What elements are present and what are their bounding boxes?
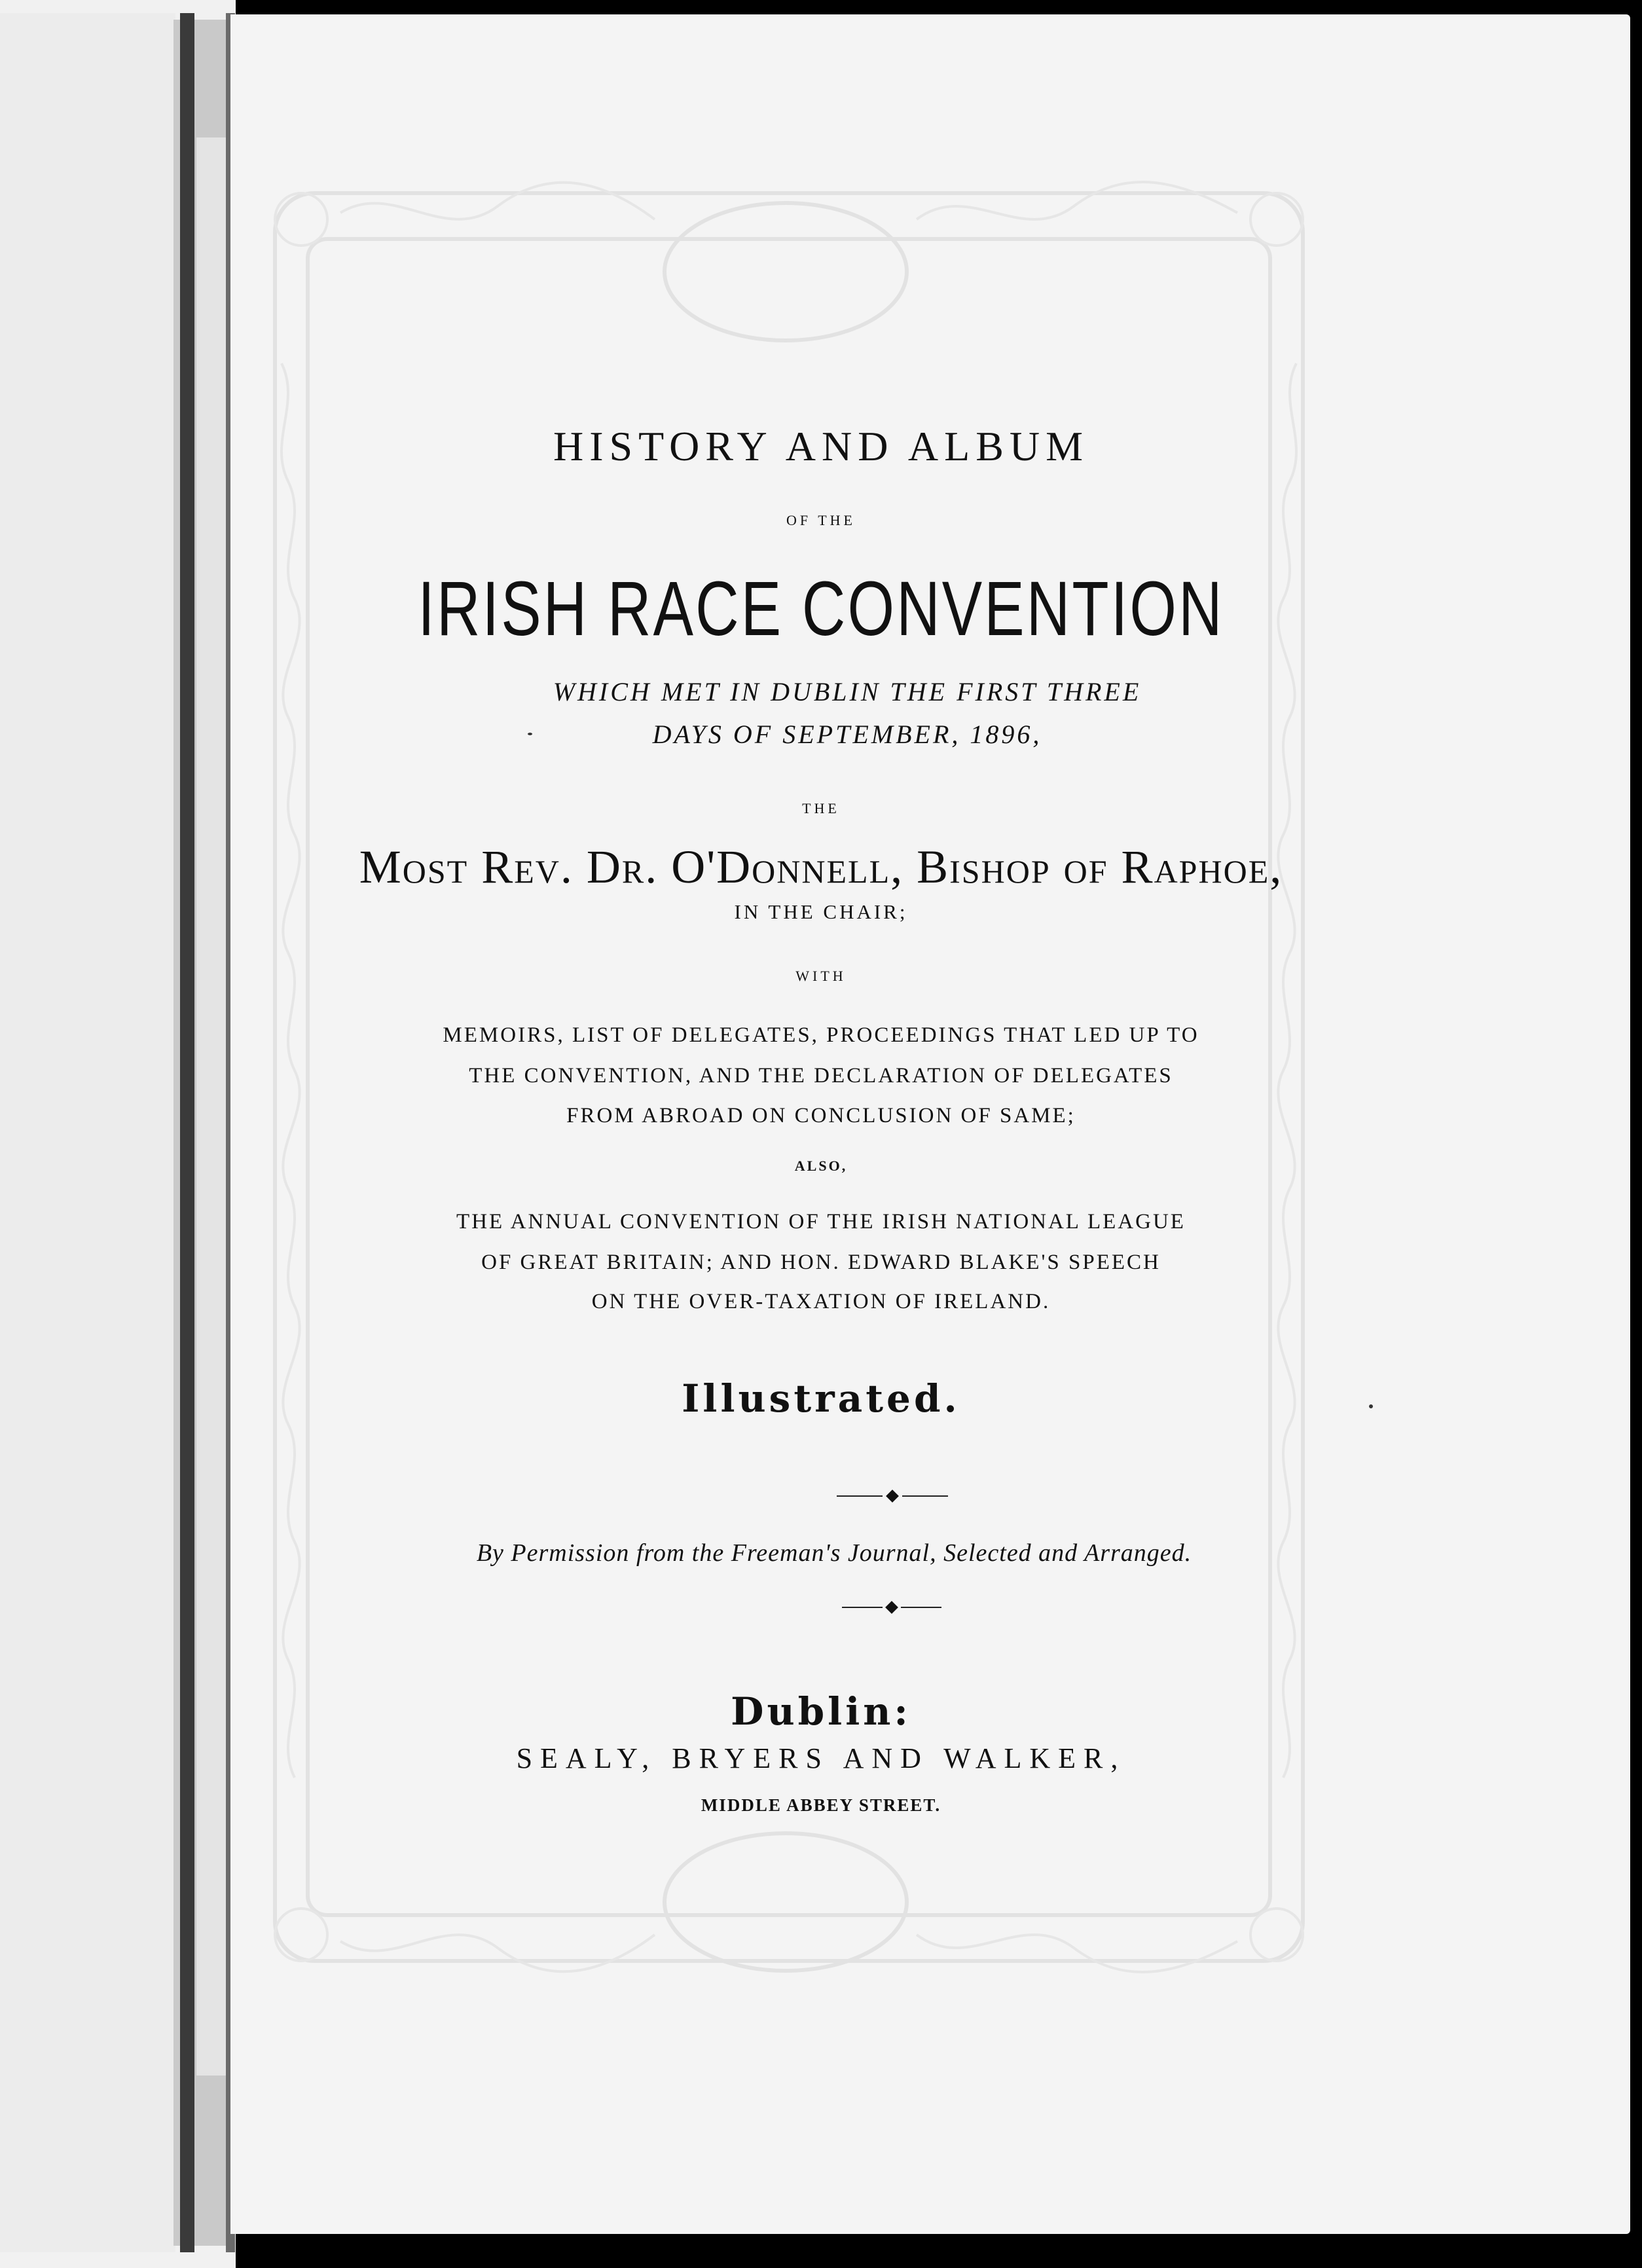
the-line: THE bbox=[802, 800, 840, 816]
annual-line-2: OF GREAT BRITAIN; AND HON. EDWARD BLAKE'S SPEECH bbox=[481, 1251, 1161, 1274]
publisher-address: MIDDLE ABBEY STREET. bbox=[701, 1795, 941, 1815]
ink-speck bbox=[1369, 1404, 1373, 1408]
subtitle-line-2: DAYS OF SEPTEMBER, 1896, bbox=[652, 720, 1042, 749]
city-label: Dublin: bbox=[731, 1689, 911, 1734]
publisher-name: SEALY, BRYERS AND WALKER, bbox=[516, 1742, 1126, 1774]
annual-line-3: ON THE OVER-TAXATION OF IRELAND. bbox=[591, 1290, 1051, 1313]
history-album-heading: HISTORY AND ALBUM bbox=[553, 423, 1089, 469]
main-title: IRISH RACE CONVENTION bbox=[418, 566, 1224, 652]
memoirs-line-2: THE CONVENTION, AND THE DECLARATION OF DELEGATES bbox=[469, 1064, 1173, 1088]
of-the-line: OF THE bbox=[786, 512, 856, 528]
ornamental-rule-bottom bbox=[842, 1601, 941, 1614]
ink-speck bbox=[528, 733, 532, 735]
ornamental-rule-top bbox=[837, 1490, 948, 1503]
subtitle-line-1: WHICH MET IN DUBLIN THE FIRST THREE bbox=[553, 677, 1142, 706]
permission-line: By Permission from the Freeman's Journal, Selected and Arranged. bbox=[476, 1539, 1192, 1567]
chair-name: Most Rev. Dr. O'Donnell, Bishop of Raphoe, bbox=[359, 841, 1283, 893]
illustrated-label: Illustrated. bbox=[682, 1376, 960, 1421]
in-the-chair: IN THE CHAIR; bbox=[734, 900, 908, 923]
with-line: WITH bbox=[795, 968, 847, 984]
also-line: ALSO, bbox=[794, 1158, 848, 1174]
memoirs-line-3: FROM ABROAD ON CONCLUSION OF SAME; bbox=[566, 1104, 1076, 1127]
memoirs-line-1: MEMOIRS, LIST OF DELEGATES, PROCEEDINGS THAT LED UP TO bbox=[443, 1023, 1199, 1047]
annual-line-1: THE ANNUAL CONVENTION OF THE IRISH NATIONAL LEAGUE bbox=[456, 1210, 1186, 1234]
